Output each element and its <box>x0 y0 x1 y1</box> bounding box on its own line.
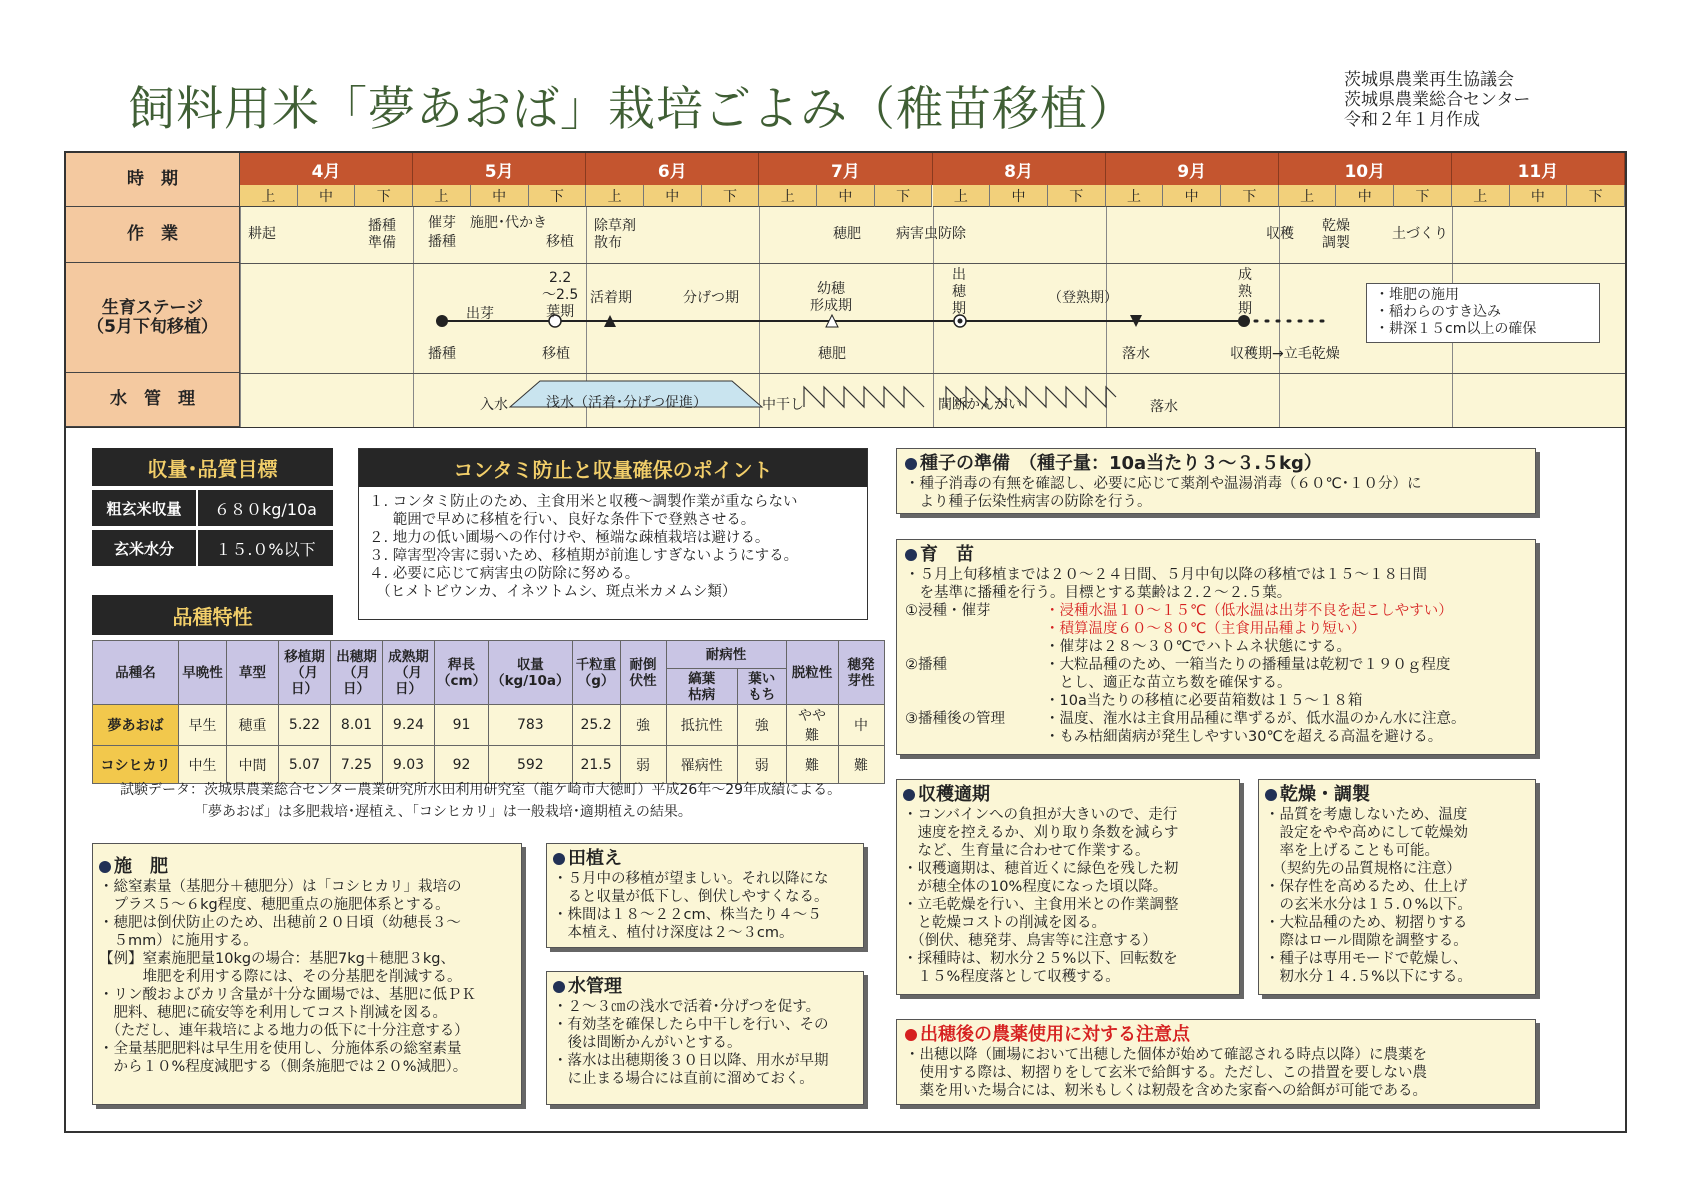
third-cell: 上 <box>1106 185 1164 207</box>
water-label: 間断かんがい <box>938 397 1022 413</box>
month-cell: 5月 <box>413 153 586 185</box>
note-line: ・堆肥の施用 <box>1375 287 1459 303</box>
pesticide-box <box>896 1019 1536 1105</box>
third-cell: 上 <box>413 185 471 207</box>
table-cell: 中 <box>838 705 884 746</box>
text-line: （倒伏、穂発芽、鳥害等に注意する） <box>903 933 1157 949</box>
text-line: ５mm）に施用する。 <box>99 933 258 949</box>
work-item: 土づくり <box>1392 226 1448 242</box>
table-header: 草型 <box>227 641 279 705</box>
table-header: 稈長 （cm） <box>435 641 489 705</box>
text-line: ・立毛乾燥を行い、主食用米との作業調整 <box>903 897 1179 913</box>
table-header: 脱粒性 <box>786 641 838 705</box>
stage-label: 落水 <box>1122 346 1150 362</box>
text-line: １５%程度落として収穫する。 <box>903 969 1120 985</box>
table-header: 耐倒 伏性 <box>620 641 666 705</box>
step-text: ・10a当たりの移植に必要苗箱数は１５～１８箱 <box>1045 693 1363 709</box>
month-cell: 10月 <box>1279 153 1452 185</box>
fertilizer-header: 施 肥 <box>114 856 168 877</box>
third-cell: 下 <box>875 185 933 207</box>
table-cell: 783 <box>489 705 572 746</box>
yield-table <box>92 490 333 566</box>
text-line: 堆肥を利用する際には、その分基肥を削減する。 <box>99 969 462 985</box>
variety-note: 試験データ：茨城県農業総合センター農業研究所水田利用研究室（龍ケ崎市大徳町）平成26年～29年成績による。 <box>120 782 842 798</box>
text-line: ・有効茎を確保したら中干しを行い、その <box>553 1017 829 1033</box>
table-header: 早晩性 <box>179 641 227 705</box>
text-line: （契約先の品質規格に注意） <box>1265 861 1461 877</box>
table-header: 出穂期 （月日） <box>331 641 383 705</box>
work-item: 乾燥 調製 <box>1322 218 1350 251</box>
stage-label: 播種 <box>428 346 456 362</box>
step-label: ③播種後の管理 <box>905 711 1005 727</box>
planting-box <box>546 843 864 948</box>
moisture-label: 玄米水分 <box>92 530 196 566</box>
third-cell: 上 <box>759 185 817 207</box>
table-row <box>93 746 885 784</box>
table-cell: 592 <box>489 746 572 784</box>
text-line: ・５月中の移植が望ましい。それ以降にな <box>553 871 829 887</box>
org-line: 茨城県農業再生協議会 <box>1344 70 1514 90</box>
text-line: の玄米水分は１５.０%以下。 <box>1265 897 1472 913</box>
work-item: 除草剤 散布 <box>594 218 636 251</box>
table-cell: 25.2 <box>572 705 620 746</box>
text-line: ・大粒品種のため、籾摺りする <box>1265 915 1468 931</box>
text-line: １. コンタミ防止のため、主食用米と収穫～調製作業が重ならない <box>369 494 798 510</box>
third-cell: 中 <box>817 185 875 207</box>
table-header: 穂発 芽性 <box>838 641 884 705</box>
variety-table <box>92 640 885 784</box>
water-label: 落水 <box>1150 399 1178 415</box>
table-cell: 弱 <box>620 746 666 784</box>
table-cell: 弱 <box>737 746 786 784</box>
table-row <box>93 705 885 746</box>
stage-label: 出 穂 期 <box>952 267 966 317</box>
text-line: ・採種時は、籾水分２５%以下、回転数を <box>903 951 1178 967</box>
soil-note <box>1366 283 1600 343</box>
harvest-header: 収穫適期 <box>918 784 990 805</box>
table-cell: 中間 <box>227 746 279 784</box>
calendar <box>66 153 1625 427</box>
text-line: など、生育量に合わせて作業する。 <box>903 843 1150 859</box>
third-cell: 下 <box>1394 185 1452 207</box>
seedling-header: 育 苗 <box>920 544 974 565</box>
table-cell: 抵抗性 <box>666 705 737 746</box>
step-text: ・大粒品種のため、一箱当たりの播種量は乾籾で１９０ｇ程度 <box>1045 657 1451 673</box>
yield-label: 粗玄米収量 <box>92 490 196 526</box>
text-line: ・品質を考慮しないため、温度 <box>1265 807 1468 823</box>
water-label: 中干し <box>762 397 804 413</box>
stage-label: 分げつ期 <box>683 290 739 306</box>
third-cell: 上 <box>1452 185 1510 207</box>
text-line: ると収量が低下し、倒伏しやすくなる。 <box>553 889 829 905</box>
table-cell: 罹病性 <box>666 746 737 784</box>
text-line: ・株間は１８～２２cm、株当たり４～５ <box>553 907 822 923</box>
table-cell: 8.01 <box>331 705 383 746</box>
text-line: ・総窒素量（基肥分＋穂肥分）は「コシヒカリ」栽培の <box>99 879 462 895</box>
water-label: 入水 <box>480 397 508 413</box>
table-cell: 91 <box>435 705 489 746</box>
text-line: ・種子は専用モードで乾燥し、 <box>1265 951 1468 967</box>
table-cell: 穂重 <box>227 705 279 746</box>
row-label-work: 作 業 <box>66 207 240 263</box>
table-cell: 難 <box>838 746 884 784</box>
text-line: を基準に播種を行う。目標とする葉齢は２.２～２.５葉。 <box>905 585 1292 601</box>
seedling-box <box>896 539 1536 755</box>
third-cell: 下 <box>702 185 760 207</box>
text-line: に止まる場合には直前に溜めておく。 <box>553 1071 814 1087</box>
stage-label: 活着期 <box>590 290 632 306</box>
text-line: ・リン酸およびカリ含量が十分な圃場では、基肥に低ＰＫ <box>99 987 476 1003</box>
note-line: ・耕深１５cm以上の確保 <box>1375 321 1537 337</box>
stage-label: （登熟期） <box>1048 290 1118 306</box>
stage-label: 穂肥 <box>818 346 846 362</box>
stage-label: 移植 <box>542 346 570 362</box>
text-line: ・穂肥は倒伏防止のため、出穂前２０日頃（幼穂長３～ <box>99 915 461 931</box>
third-cell: 下 <box>1221 185 1279 207</box>
table-cell: 強 <box>620 705 666 746</box>
table-cell: 5.07 <box>279 746 331 784</box>
step-label: ①浸種・催芽 <box>905 603 991 619</box>
text-line: ・収穫適期は、穂首近くに緑色を残した籾 <box>903 861 1179 877</box>
drying-box <box>1258 779 1536 995</box>
main-frame <box>64 151 1627 1133</box>
month-cell: 4月 <box>240 153 413 185</box>
text-line: が穂全体の10%程度になった頃以降。 <box>903 879 1168 895</box>
water-management-diagram <box>66 373 1625 427</box>
table-subheader: 縞葉 枯病 <box>666 669 737 705</box>
third-cell: 中 <box>990 185 1048 207</box>
text-line: 薬を用いた場合には、籾米もしくは籾殻を含めた家畜への給餌が可能である。 <box>905 1083 1427 1099</box>
drying-header: 乾燥・調製 <box>1280 784 1370 805</box>
seed-box <box>896 448 1536 514</box>
table-cell: 92 <box>435 746 489 784</box>
work-item: 播種 準備 <box>368 218 396 251</box>
stage-label: 2.2 ～2.5 葉期 <box>542 270 579 320</box>
text-line: 籾水分１４.５%以下にする。 <box>1265 969 1472 985</box>
organization-info <box>1344 70 1530 130</box>
third-cell: 下 <box>529 185 587 207</box>
sowing-dot <box>436 315 448 327</box>
page-title: 飼料用米「夢あおば」栽培ごよみ（稚苗移植） <box>128 82 1136 137</box>
note-line: ・稲わらのすき込み <box>1375 304 1501 320</box>
table-cell: 9.24 <box>383 705 435 746</box>
work-item: 耕起 <box>248 226 276 242</box>
moisture-value: １５.０%以下 <box>198 530 333 566</box>
table-cell: 難 <box>786 746 838 784</box>
third-cell: 上 <box>586 185 644 207</box>
row-label-water: 水 管 理 <box>66 373 240 427</box>
month-cell: 6月 <box>586 153 759 185</box>
third-cell: 中 <box>644 185 702 207</box>
variety-header: 品種特性 <box>92 595 333 635</box>
step-text: ・温度、潅水は主食用品種に準ずるが、低水温のかん水に注意。 <box>1045 711 1466 727</box>
third-cell: 中 <box>298 185 356 207</box>
stage-label: 出芽 <box>466 306 494 322</box>
text-line: と乾燥コストの削減を図る。 <box>903 915 1106 931</box>
step-text: ・浸種水温１０～１５℃（低水温は出芽不良を起こしやすい） <box>1045 603 1453 619</box>
text-line: ３. 障害型冷害に弱いため、移植期が前進しすぎないようにする。 <box>369 548 799 564</box>
text-line: プラス５～６kg程度、穂肥重点の施肥体系とする。 <box>99 897 450 913</box>
table-cell: 早生 <box>179 705 227 746</box>
stage-label: 幼穂 形成期 <box>810 281 852 314</box>
stage-label: 収穫期→立毛乾燥 <box>1230 346 1340 362</box>
third-cell: 下 <box>1048 185 1106 207</box>
text-line: （ただし、連年栽培による地力の低下に十分注意する） <box>99 1023 469 1039</box>
table-header: 品種名 <box>93 641 179 705</box>
text-line: ・全量基肥肥料は早生用を使用し、分施体系の総窒素量 <box>99 1041 462 1057</box>
text-line: 本植え、植付け深度は２～３cm。 <box>553 925 794 941</box>
yield-header: 収量･品質目標 <box>92 448 333 488</box>
third-cell: 上 <box>933 185 991 207</box>
table-cell: 夢あおば <box>93 705 179 746</box>
text-line: 後は間断かんがいとする。 <box>553 1035 742 1051</box>
month-cell: 7月 <box>759 153 932 185</box>
pesticide-header: 出穂後の農薬使用に対する注意点 <box>920 1024 1190 1045</box>
contamination-header: コンタミ防止と収量確保のポイント <box>359 449 867 487</box>
heading-mark <box>958 319 963 324</box>
text-line: ・種子消毒の有無を確認し、必要に応じて薬剤や温湯消毒（６０℃･１０分）に <box>905 476 1422 492</box>
table-subheader: 葉い もち <box>737 669 786 705</box>
text-line: ・出穂以降（圃場において出穂した個体が始めて確認される時点以降）に農薬を <box>905 1047 1427 1063</box>
table-cell: 21.5 <box>572 746 620 784</box>
month-cell: 11月 <box>1452 153 1625 185</box>
third-cell: 中 <box>1163 185 1221 207</box>
table-header: 耐病性 <box>666 641 786 669</box>
work-item: 播種 <box>428 234 456 250</box>
table-header: 成熟期 （月日） <box>383 641 435 705</box>
text-line: ・コンバインへの負担が大きいので、走行 <box>903 807 1178 823</box>
step-label: ②播種 <box>905 657 947 673</box>
text-line: より種子伝染性病害の防除を行う。 <box>905 494 1152 510</box>
text-line: から１０%程度減肥する（側条施肥では２０%減肥）。 <box>99 1059 468 1075</box>
work-item: 病害虫防除 <box>896 226 966 242</box>
step-text: ・催芽は２８～３０℃でハトムネ状態にする。 <box>1045 639 1351 655</box>
month-cell: 9月 <box>1106 153 1279 185</box>
harvest-box <box>896 779 1240 995</box>
text-line: 【例】窒素施肥量10kgの場合：基肥7kg＋穂肥３kg、 <box>99 951 455 967</box>
third-cell: 中 <box>471 185 529 207</box>
third-cell: 上 <box>240 185 298 207</box>
third-cell: 下 <box>355 185 413 207</box>
row-label-stage: 生育ステージ （5月下旬移植） <box>66 263 240 373</box>
text-line: ・２～３㎝の浅水で活着･分げつを促す。 <box>553 999 821 1015</box>
text-line: 範囲で早めに移植を行い、良好な条件下で登熟させる。 <box>369 512 756 528</box>
table-header: 移植期 （月日） <box>279 641 331 705</box>
water-label: 浅水（活着･分げつ促進） <box>546 395 707 411</box>
planting-header: 田植え <box>568 848 622 869</box>
org-line: 令和２年１月作成 <box>1344 110 1480 130</box>
text-line: ２. 地力の低い圃場への作付けや、極端な疎植栽培は避ける。 <box>369 530 770 546</box>
text-line: 速度を控えるか、刈り取り条数を減らす <box>903 825 1179 841</box>
water-box <box>546 971 864 1105</box>
org-line: 茨城県農業総合センター <box>1344 90 1531 110</box>
row-label-period: 時 期 <box>66 153 240 207</box>
table-cell: コシヒカリ <box>93 746 179 784</box>
text-line: （ヒメトビウンカ、イネツトムシ、斑点米カメムシ類） <box>369 584 737 600</box>
contamination-box <box>358 448 868 620</box>
text-line: 際はロール間隙を調整する。 <box>1265 933 1468 949</box>
table-cell: 強 <box>737 705 786 746</box>
table-header: 収量 （kg/10a） <box>489 641 572 705</box>
table-cell: 7.25 <box>331 746 383 784</box>
third-cell: 中 <box>1336 185 1394 207</box>
third-cell: 中 <box>1510 185 1568 207</box>
text-line: ・落水は出穂期後３０日以降、用水が早期 <box>553 1053 829 1069</box>
yield-value: ６８０kg/10a <box>198 490 333 526</box>
step-text: ・積算温度６０～８０℃（主食用品種より短い） <box>1045 621 1366 637</box>
text-line: ４. 必要に応じて病害虫の防除に努める。 <box>369 566 640 582</box>
water-header: 水管理 <box>568 976 622 997</box>
third-cell: 上 <box>1279 185 1337 207</box>
text-line: ・５月上旬移植までは２０～２４日間、５月中旬以降の移植では１５～１８日間 <box>905 567 1427 583</box>
month-cell: 8月 <box>933 153 1106 185</box>
work-item: 穂肥 <box>833 226 861 242</box>
table-cell: 5.22 <box>279 705 331 746</box>
text-line: ・保存性を高めるため、仕上げ <box>1265 879 1468 895</box>
table-cell: 9.03 <box>383 746 435 784</box>
step-text: ・もみ枯細菌病が発生しやすい30℃を超える高温を避ける。 <box>1045 729 1443 745</box>
work-item: 催芽 施肥･代かき <box>428 215 547 231</box>
text-line: 肥料、穂肥に硫安等を利用してコスト削減を図る。 <box>99 1005 447 1021</box>
seed-header: 種子の準備 （種子量：10a当たり３～３.５kg） <box>920 453 1322 474</box>
work-item: 収穫 <box>1266 226 1294 242</box>
text-line: 率を上げることも可能。 <box>1265 843 1439 859</box>
table-cell: 中生 <box>179 746 227 784</box>
stage-label: 成 熟 期 <box>1238 267 1252 317</box>
variety-note: 「夢あおば」は多肥栽培･遅植え、「コシヒカリ」は一般栽培･適期植えの結果。 <box>194 804 692 820</box>
table-cell: やや 難 <box>786 705 838 746</box>
third-cell: 下 <box>1567 185 1625 207</box>
fertilizer-box <box>92 843 522 1105</box>
work-item: 移植 <box>546 234 574 250</box>
table-header: 千粒重 （g） <box>572 641 620 705</box>
text-line: 設定をやや高めにして乾燥効 <box>1265 825 1468 841</box>
text-line: 使用する際は、籾摺りをして玄米で給餌する。ただし、この措置を要しない農 <box>905 1065 1427 1081</box>
step-text: とし、適正な苗立ち数を確保する。 <box>1045 675 1292 691</box>
